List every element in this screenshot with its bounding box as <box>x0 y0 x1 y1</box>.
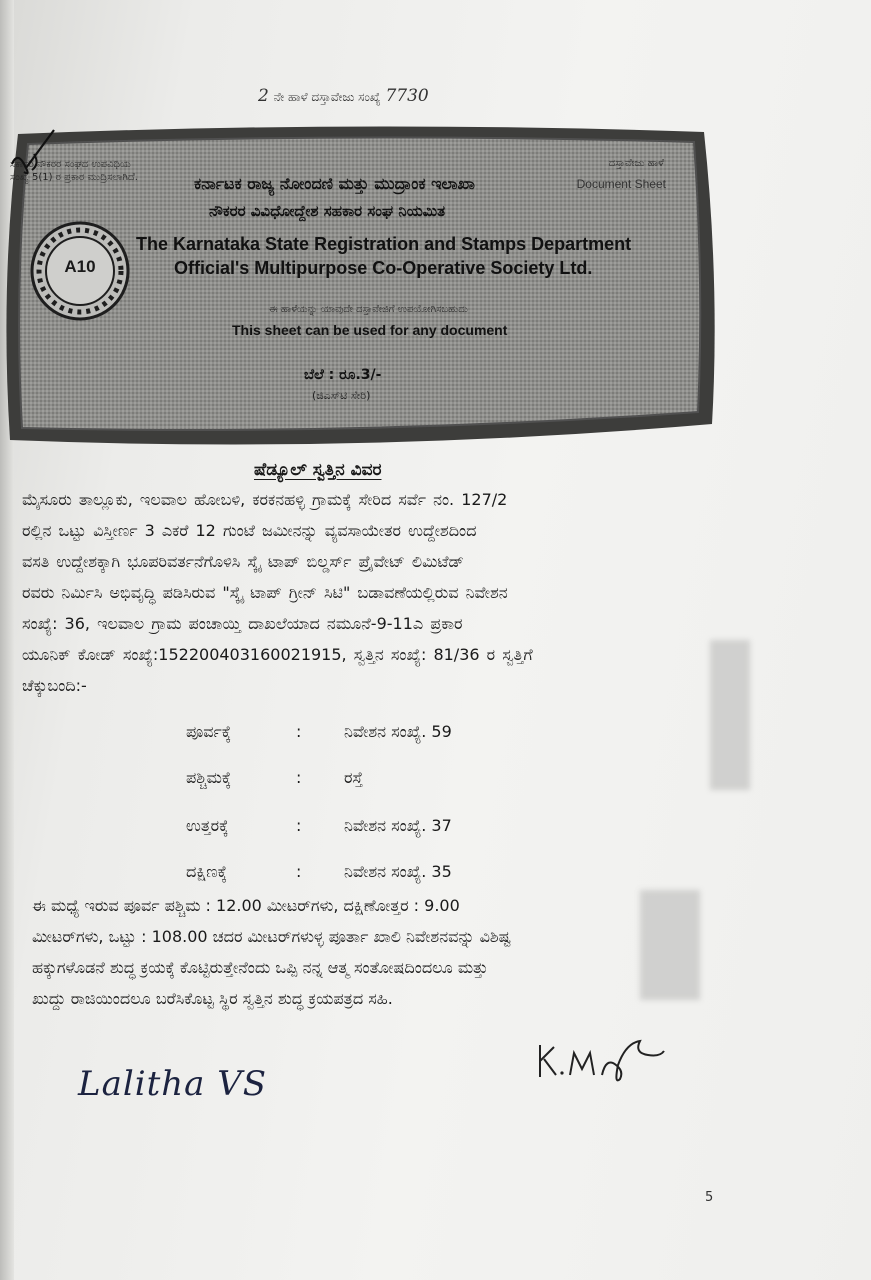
handwritten-sheet-number <box>258 86 498 116</box>
description-line: ರಲ್ಲಿನ ಒಟ್ಟು ವಿಸ್ತೀರ್ಣ 3 ಎಕರೆ 12 ಗುಂಟೆ ಜಮೀನನ್ನು ವ್ಯವಸಾಯೇತರ ಉದ್ದೇಶದಿಂದ <box>22 521 477 540</box>
stamp-banner <box>4 124 718 446</box>
sheet-label: ನೇ ಹಾಳೆ ದಸ್ತಾವೇಜು ಸಂಖ್ಯೆ <box>273 90 381 104</box>
boundary-direction: ದಕ್ಷಿಣಕ್ಕೆ <box>186 862 228 881</box>
closing-line: ಹಕ್ಕುಗಳೊಡನೆ ಶುದ್ಧ ಕ್ರಯಕ್ಕೆ ಕೊಟ್ಟಿರುತ್ತೇನೆಂದು ಒಪ್ಪಿ ನನ್ನ ಆತ್ಮ ಸಂತೋಷದಿಂದಲೂ ಮತ್ತು <box>32 958 488 977</box>
boundary-colon: : <box>296 862 302 881</box>
description-line: ಮೈಸೂರು ತಾಲ್ಲೂಕು, ಇಲವಾಲ ಹೋಬಳಿ, ಕರಕನಹಳ್ಳಿ ಗ್ರಾಮಕ್ಕೆ ಸೇರಿದ ಸರ್ವೆ ನಂ. 127/2 <box>22 490 508 509</box>
scan-smudge <box>710 640 750 790</box>
document-sheet-label-en: Document Sheet <box>576 177 666 191</box>
document-sheet-label-kn: ದಸ್ತಾವೇಜು ಹಾಳೆ <box>608 158 664 169</box>
boundary-colon: : <box>296 816 302 835</box>
description-line: ಚೆಕ್ಕುಬಂದಿ:- <box>22 676 87 695</box>
closing-line: ಮೀಟರ್‌ಗಳು, ಒಟ್ಟು : 108.00 ಚದರ ಮೀಟರ್‌ಗಳುಳ್ಳ ಪೂರ್ತಾ ಖಾಲಿ ನಿವೇಶನವನ್ನು ವಿಶಿಷ್ಟ <box>32 927 511 946</box>
boundary-direction: ಉತ್ತರಕ್ಕೆ <box>186 816 229 835</box>
closing-statement <box>32 890 698 1014</box>
boundary-value: ನಿವೇಶನ ಸಂಖ್ಯೆ. 35 <box>344 862 452 881</box>
sheet-number: 2 <box>258 86 269 106</box>
scan-smudge <box>640 890 700 1000</box>
boundary-value: ನಿವೇಶನ ಸಂಖ್ಯೆ. 37 <box>344 816 452 835</box>
boundary-colon: : <box>296 768 302 787</box>
department-title-en: The Karnataka State Registration and Stamps Department <box>136 234 632 254</box>
society-seal-icon <box>28 219 132 323</box>
document-number: 7730 <box>385 86 429 106</box>
witness-signature-icon <box>536 1035 676 1085</box>
page-number: 5 <box>705 1190 714 1205</box>
property-description <box>22 484 698 701</box>
boundary-colon: : <box>296 722 302 741</box>
boundary-direction: ಪೂರ್ವಕ್ಕೆ <box>186 722 232 741</box>
boundary-value: ನಿವೇಶನ ಸಂಖ್ಯೆ. 59 <box>344 722 452 741</box>
schedule-title: ಷೆಡ್ಯೂಲ್ ಸ್ವತ್ತಿನ ವಿವರ <box>254 460 382 480</box>
closing-line: ಖುದ್ದು ರಾಜಿಯಿಂದಲೂ ಬರೆಸಿಕೊಟ್ಟ ಸ್ಥಿರ ಸ್ವತ್ತಿನ ಶುದ್ಧ ಕ್ರಯಪತ್ರದ ಸಹಿ. <box>32 989 393 1008</box>
description-line: ರವರು ನಿರ್ಮಿಸಿ ಅಭಿವೃದ್ಧಿ ಪಡಿಸಿರುವ "ಸ್ಕೈ ಟಾಪ್ ಗ್ರೀನ್ ಸಿಟಿ" ಬಡಾವಣೆಯಲ್ಲಿರುವ ನಿವೇಶನ <box>22 583 508 602</box>
sheet-price: ಬೆಲೆ : ರೂ.3/- <box>304 367 382 383</box>
gst-note: (ಜಿಎಸ್‌ಟಿ ಸೇರಿ) <box>312 389 371 402</box>
usage-note-en: This sheet can be used for any document <box>232 322 508 338</box>
seal-code: A10 <box>64 257 96 276</box>
description-line: ವಸತಿ ಉದ್ದೇಶಕ್ಕಾಗಿ ಭೂಪರಿವರ್ತನೆಗೊಳಿಸಿ ಸ್ಕೈ ಟಾಪ್ ಬಿಲ್ಡರ್ಸ್ ಪ್ರೈವೇಟ್ ಲಿಮಿಟೆಡ್ <box>22 552 464 571</box>
closing-line: ಈ ಮಧ್ಯೆ ಇರುವ ಪೂರ್ವ ಪಶ್ಚಿಮ : 12.00 ಮೀಟರ್‌ಗಳು, ದಕ್ಷಿಣೋತ್ತರ : 9.00 <box>32 896 460 915</box>
society-title-en: Official's Multipurpose Co-Operative Society Ltd. <box>174 258 593 278</box>
bylaw-line-1: ಸರ್ಕಾರಿ ನೌಕರರ ಸಂಘದ ಉಪವಿಧಿಯ <box>10 159 131 170</box>
boundary-value: ರಸ್ತೆ <box>344 768 363 787</box>
department-title-kn: ಕರ್ನಾಟಕ ರಾಜ್ಯ ನೋಂದಣಿ ಮತ್ತು ಮುದ್ರಾಂಕ ಇಲಾಖಾ <box>194 174 475 193</box>
initials-mark-icon <box>4 124 64 184</box>
seller-signature: Lalitha VS <box>78 1064 268 1104</box>
usage-note-kn: ಈ ಹಾಳೆಯನ್ನು ಯಾವುದೇ ದಸ್ತಾವೇಜಿಗೆ ಉಪಯೋಗಿಸಬಹುದು <box>269 304 468 315</box>
boundary-direction: ಪಶ್ಚಿಮಕ್ಕೆ <box>186 768 232 787</box>
description-line: ಸಂಖ್ಯೆ: 36, ಇಲವಾಲ ಗ್ರಾಮ ಪಂಚಾಯ್ತಿ ದಾಖಲೆಯಾದ ನಮೂನೆ-9-11ಎ ಪ್ರಕಾರ <box>22 614 463 633</box>
society-title-kn: ನೌಕರರ ವಿವಿಧೋದ್ದೇಶ ಸಹಕಾರ ಸಂಘ ನಿಯಮಿತ <box>209 202 446 220</box>
description-line: ಯೂನಿಕ್ ಕೋಡ್ ಸಂಖ್ಯೆ:152200403160021915, ಸ್ವತ್ತಿನ ಸಂಖ್ಯೆ: 81/36 ರ ಸ್ವತ್ತಿಗೆ <box>22 645 533 664</box>
bylaw-line-2: ಸಂಖ್ಯೆ 5(1) ರ ಪ್ರಕಾರ ಮುದ್ರಿಸಲಾಗಿದೆ. <box>10 172 138 183</box>
